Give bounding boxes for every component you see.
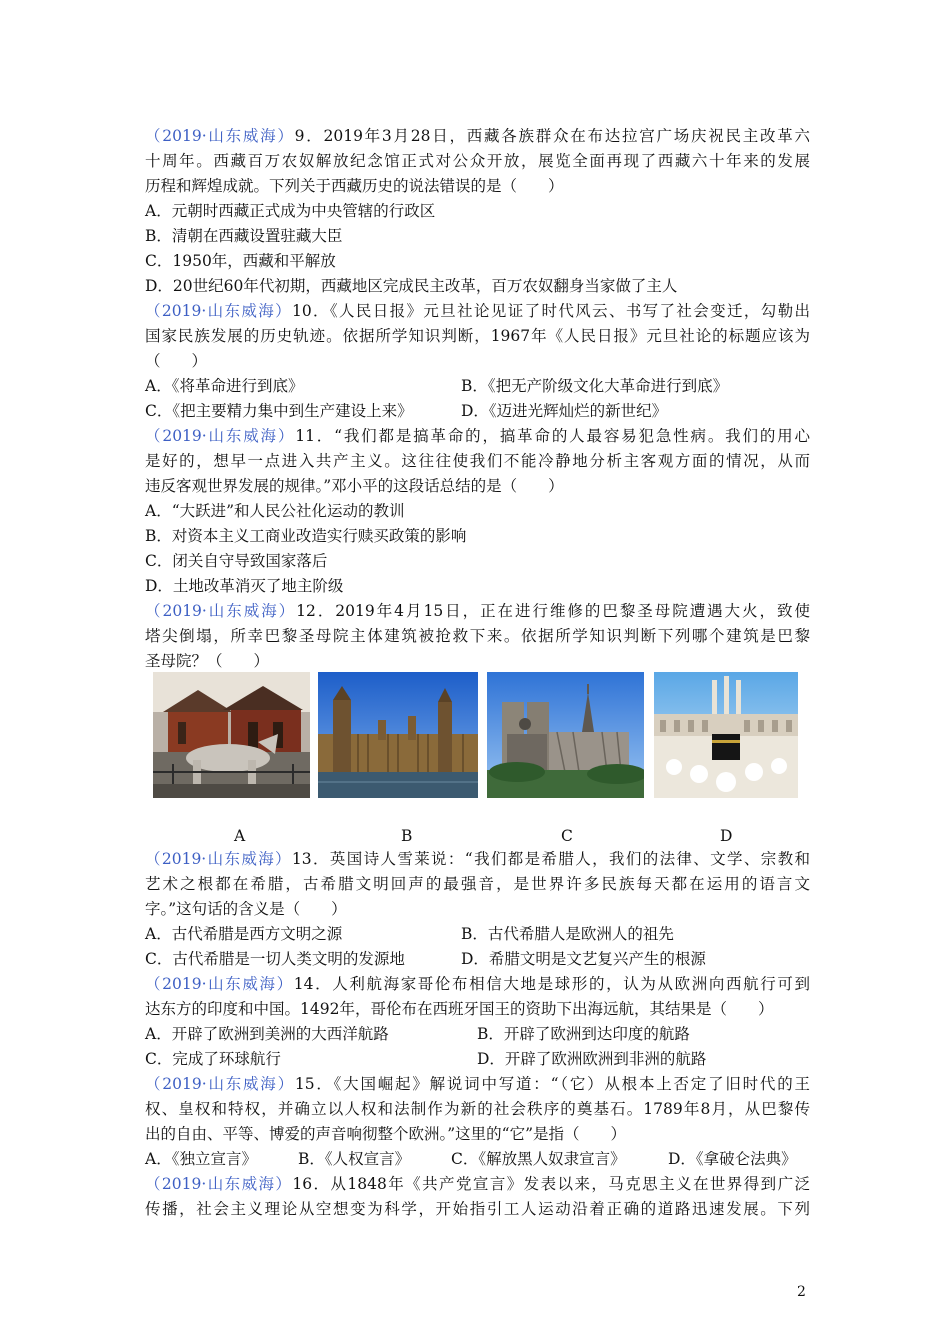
q10-line-1: （2019·山东威海）10．《人民日报》元旦社论见证了时代风云、书写了社会变迁，勾勒出 bbox=[145, 302, 811, 320]
q15-option-d: D．《拿破仑法典》 bbox=[668, 1150, 797, 1168]
q13-line-1: （2019·山东威海）13．英国诗人雪莱说：“我们都是希腊人，我们的法律、文学、宗教和 bbox=[145, 850, 810, 868]
q11-option-c: C．闭关自守导致国家落后 bbox=[145, 552, 328, 570]
q12-line-3: 圣母院？（ ） bbox=[145, 652, 270, 670]
image-c-notre-dame bbox=[487, 672, 644, 798]
image-b-westminster bbox=[318, 672, 478, 798]
image-label-c: C bbox=[561, 827, 573, 845]
source-tag: （2019·山东威海） bbox=[145, 127, 295, 145]
q16-line-1: （2019·山东威海）16．从1848年《共产党宣言》发表以来，马克思主义在世界得到广泛 bbox=[145, 1175, 811, 1193]
q11-option-a: A．“大跃进”和人民公社化运动的教训 bbox=[145, 502, 405, 520]
q13-option-a: A．古代希腊是西方文明之源 bbox=[145, 925, 343, 943]
q15-option-b: B．《人权宣言》 bbox=[298, 1150, 411, 1168]
q10-line-2: 国家民族发展的历史轨迹。依据所学知识判断，1967年《人民日报》元旦社论的标题应该为 bbox=[145, 327, 810, 345]
q13-line-3: 字。”这句话的含义是（ ） bbox=[145, 900, 347, 918]
q10-line-3: （ ） bbox=[145, 352, 208, 370]
q9-option-a: A．元朝时西藏正式成为中央管辖的行政区 bbox=[145, 202, 436, 220]
q9-line-2: 十周年。西藏百万农奴解放纪念馆正式对公众开放，展览全面再现了西藏六十年来的发展 bbox=[145, 152, 810, 170]
q11-line-3: 违反客观世界发展的规律。”邓小平的这段话总结的是（ ） bbox=[145, 477, 564, 495]
q11-line-2: 是好的，想早一点进入共产主义。这往往使我们不能冷静地分析主客观方面的情况，从而 bbox=[145, 452, 810, 470]
q14-option-d: D．开辟了欧洲欧洲到非洲的航路 bbox=[477, 1050, 707, 1068]
page-number: 2 bbox=[797, 1284, 806, 1300]
q15-line-3: 出的自由、平等、博爱的声音响彻整个欧洲。”这里的“它”是指（ ） bbox=[145, 1125, 627, 1143]
source-tag: （2019·山东威海） bbox=[145, 1175, 293, 1193]
source-tag: （2019·山东威海） bbox=[145, 602, 297, 620]
image-d-kaaba bbox=[654, 672, 798, 798]
source-tag: （2019·山东威海） bbox=[145, 975, 294, 993]
image-a-temple bbox=[153, 672, 310, 798]
q15-line-1: （2019·山东威海）15．《大国崛起》解说词中写道：“（它）从根本上否定了旧时代的王 bbox=[145, 1075, 810, 1093]
source-tag: （2019·山东威海） bbox=[145, 302, 292, 320]
q9-option-d: D．20世纪60年代初期，西藏地区完成民主改革，百万农奴翻身当家做了主人 bbox=[145, 277, 678, 295]
q9-line-1: （2019·山东威海）9．2019年3月28日，西藏各族群众在布达拉宫广场庆祝民主改革六 bbox=[145, 127, 810, 145]
q16-line-2: 传播，社会主义理论从空想变为科学，开始指引工人运动沿着正确的道路迅速发展。下列 bbox=[145, 1200, 810, 1218]
q14-option-a: A．开辟了欧洲到美洲的大西洋航路 bbox=[145, 1025, 389, 1043]
q10-option-b: B．《把无产阶级文化大革命进行到底》 bbox=[461, 377, 729, 395]
q10-option-c: C．《把主要精力集中到生产建设上来》 bbox=[145, 402, 413, 420]
q13-option-b: B．古代希腊人是欧洲人的祖先 bbox=[461, 925, 674, 943]
q10-option-d: D．《迈进光辉灿烂的新世纪》 bbox=[461, 402, 668, 420]
source-tag: （2019·山东威海） bbox=[145, 427, 296, 445]
q14-option-c: C．完成了环球航行 bbox=[145, 1050, 281, 1068]
image-label-d: D bbox=[720, 827, 733, 845]
q10-option-a: A．《将革命进行到底》 bbox=[145, 377, 304, 395]
q11-option-b: B．对资本主义工商业改造实行赎买政策的影响 bbox=[145, 527, 467, 545]
source-tag: （2019·山东威海） bbox=[145, 1075, 295, 1093]
q11-option-d: D．土地改革消灭了地主阶级 bbox=[145, 577, 344, 595]
q14-line-1: （2019·山东威海）14．人利航海家哥伦布相信大地是球形的，认为从欧洲向西航行可到 bbox=[145, 975, 810, 993]
q15-option-c: C．《解放黑人奴隶宣言》 bbox=[451, 1150, 626, 1168]
q13-line-2: 艺术之根都在希腊，古希腊文明回声的最强音，是世界许多民族每天都在运用的语言文 bbox=[145, 875, 810, 893]
q13-option-c: C．古代希腊是一切人类文明的发源地 bbox=[145, 950, 405, 968]
q13-option-d: D．希腊文明是文艺复兴产生的根源 bbox=[461, 950, 706, 968]
q9-line-3: 历程和辉煌成就。下列关于西藏历史的说法错误的是（ ） bbox=[145, 177, 564, 195]
q15-option-a: A．《独立宣言》 bbox=[145, 1150, 257, 1168]
image-label-a: A bbox=[234, 827, 246, 845]
q14-line-2: 达东方的印度和中国。1492年，哥伦布在西班牙国王的资助下出海远航，其结果是（ ） bbox=[145, 1000, 774, 1018]
q15-line-2: 权、皇权和特权，并确立以人权和法制作为新的社会秩序的奠基石。1789年8月，从巴黎传 bbox=[145, 1100, 810, 1118]
q12-line-1: （2019·山东威海）12．2019年4月15日，正在进行维修的巴黎圣母院遭遇大火，致使 bbox=[145, 602, 810, 620]
q9-option-c: C．1950年，西藏和平解放 bbox=[145, 252, 336, 270]
image-label-b: B bbox=[401, 827, 413, 845]
q9-option-b: B．清朝在西藏设置驻藏大臣 bbox=[145, 227, 343, 245]
q11-line-1: （2019·山东威海）11．“我们都是搞革命的，搞革命的人最容易犯急性病。我们的用心 bbox=[145, 427, 810, 445]
q12-line-2: 塔尖倒塌，所幸巴黎圣母院主体建筑被抢救下来。依据所学知识判断下列哪个建筑是巴黎 bbox=[145, 627, 810, 645]
q14-option-b: B．开辟了欧洲到达印度的航路 bbox=[477, 1025, 690, 1043]
source-tag: （2019·山东威海） bbox=[145, 850, 292, 868]
